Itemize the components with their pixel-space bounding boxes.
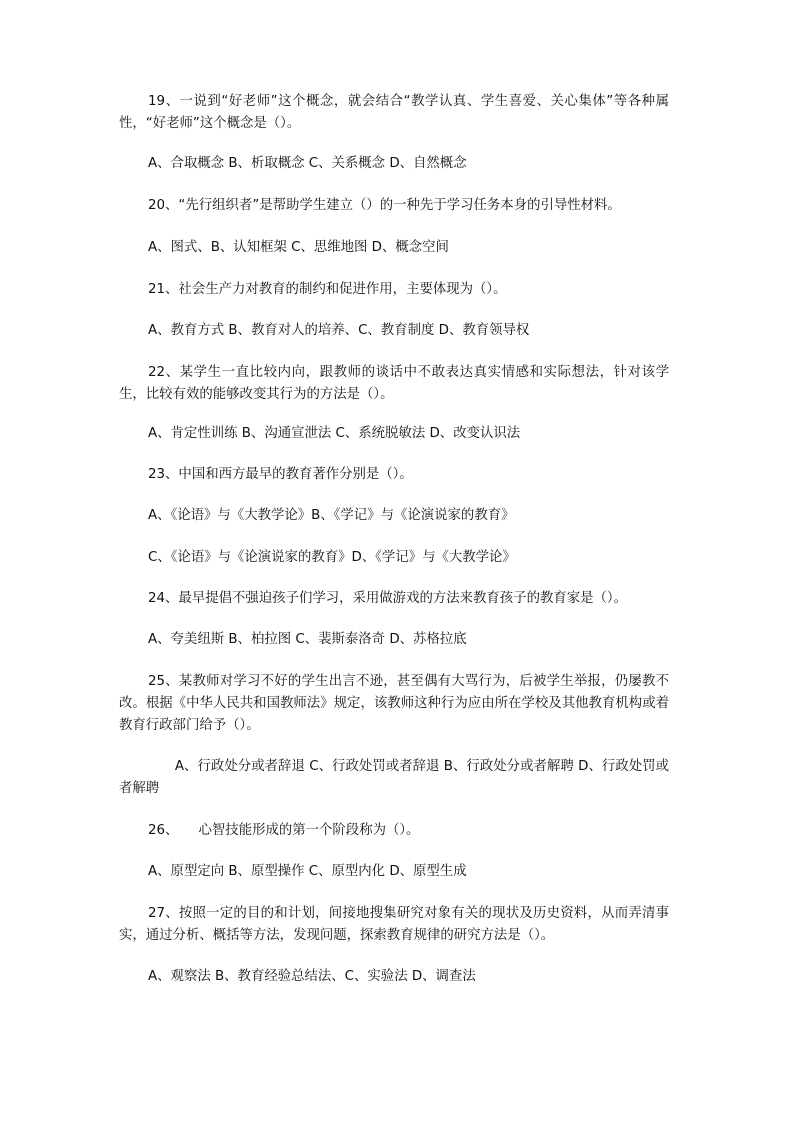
question-21: 21、社会生产力对教育的制约和促进作用，主要体现为（）。 (148, 282, 507, 297)
question-22: 22、某学生一直比较内向，跟教师的谈话中不敢表达真实情感和实际想法，针对该学生，比较有效的能够改变其行为的方法是（）。 (119, 365, 669, 402)
question-20: 20、“先行组织者”是帮助学生建立（）的一种先于学习任务本身的引导性材料。 (148, 198, 621, 213)
question-27: 27、按照一定的目的和计划，间接地搜集研究对象有关的现状及历史资料，从而弄清事实，通过分析、概括等方法，发现问题，探索教育规律的研究方法是（）。 (119, 906, 669, 943)
question-23: 23、中国和西方最早的教育著作分别是（）。 (148, 467, 413, 482)
options-19: A、合取概念 B、析取概念 C、关系概念 D、自然概念 (148, 156, 467, 171)
options-25: A、行政处分或者辞退 C、行政处罚或者辞退 B、行政处分或者解聘 D、行政处罚或者解聘 (119, 759, 669, 796)
question-26: 26、 心智技能形成的第一个阶段称为（）。 (148, 823, 420, 838)
options-22: A、肯定性训练 B、沟通宣泄法 C、系统脱敏法 D、改变认识法 (148, 426, 521, 441)
options-20: A、图式、B、认知框架 C、思维地图 D、概念空间 (148, 240, 449, 255)
options-23-cd: C、《论语》与《论演说家的教育》D、《学记》与《大教学论》 (148, 550, 516, 565)
question-25: 25、某教师对学习不好的学生出言不逊，甚至偶有大骂行为，后被学生举报，仍屡教不改。根据《中华人民共和国教师法》规定，该教师这种行为应由所在学校及其他教育机构或着教育行政部门给予（）。 (119, 674, 669, 733)
options-23-ab: A、《论语》与《大教学论》B、《学记》与《论演说家的教育》 (148, 508, 515, 523)
options-27: A、观察法 B、教育经验总结法、C、实验法 D、调查法 (148, 969, 476, 984)
question-24: 24、最早提倡不强迫孩子们学习，采用做游戏的方法来教育孩子的教育家是（）。 (148, 591, 628, 606)
options-26: A、原型定向 B、原型操作 C、原型内化 D、原型生成 (148, 864, 467, 879)
question-19: 19、一说到“好老师”这个概念，就会结合“教学认真、学生喜爱、关心集体”等各种属性，“好老师”这个概念是（）。 (119, 94, 669, 131)
options-21: A、教育方式 B、教育对人的培养、C、教育制度 D、教育领导权 (148, 323, 530, 338)
options-24: A、夸美纽斯 B、柏拉图 C、裴斯泰洛奇 D、苏格拉底 (148, 632, 467, 647)
